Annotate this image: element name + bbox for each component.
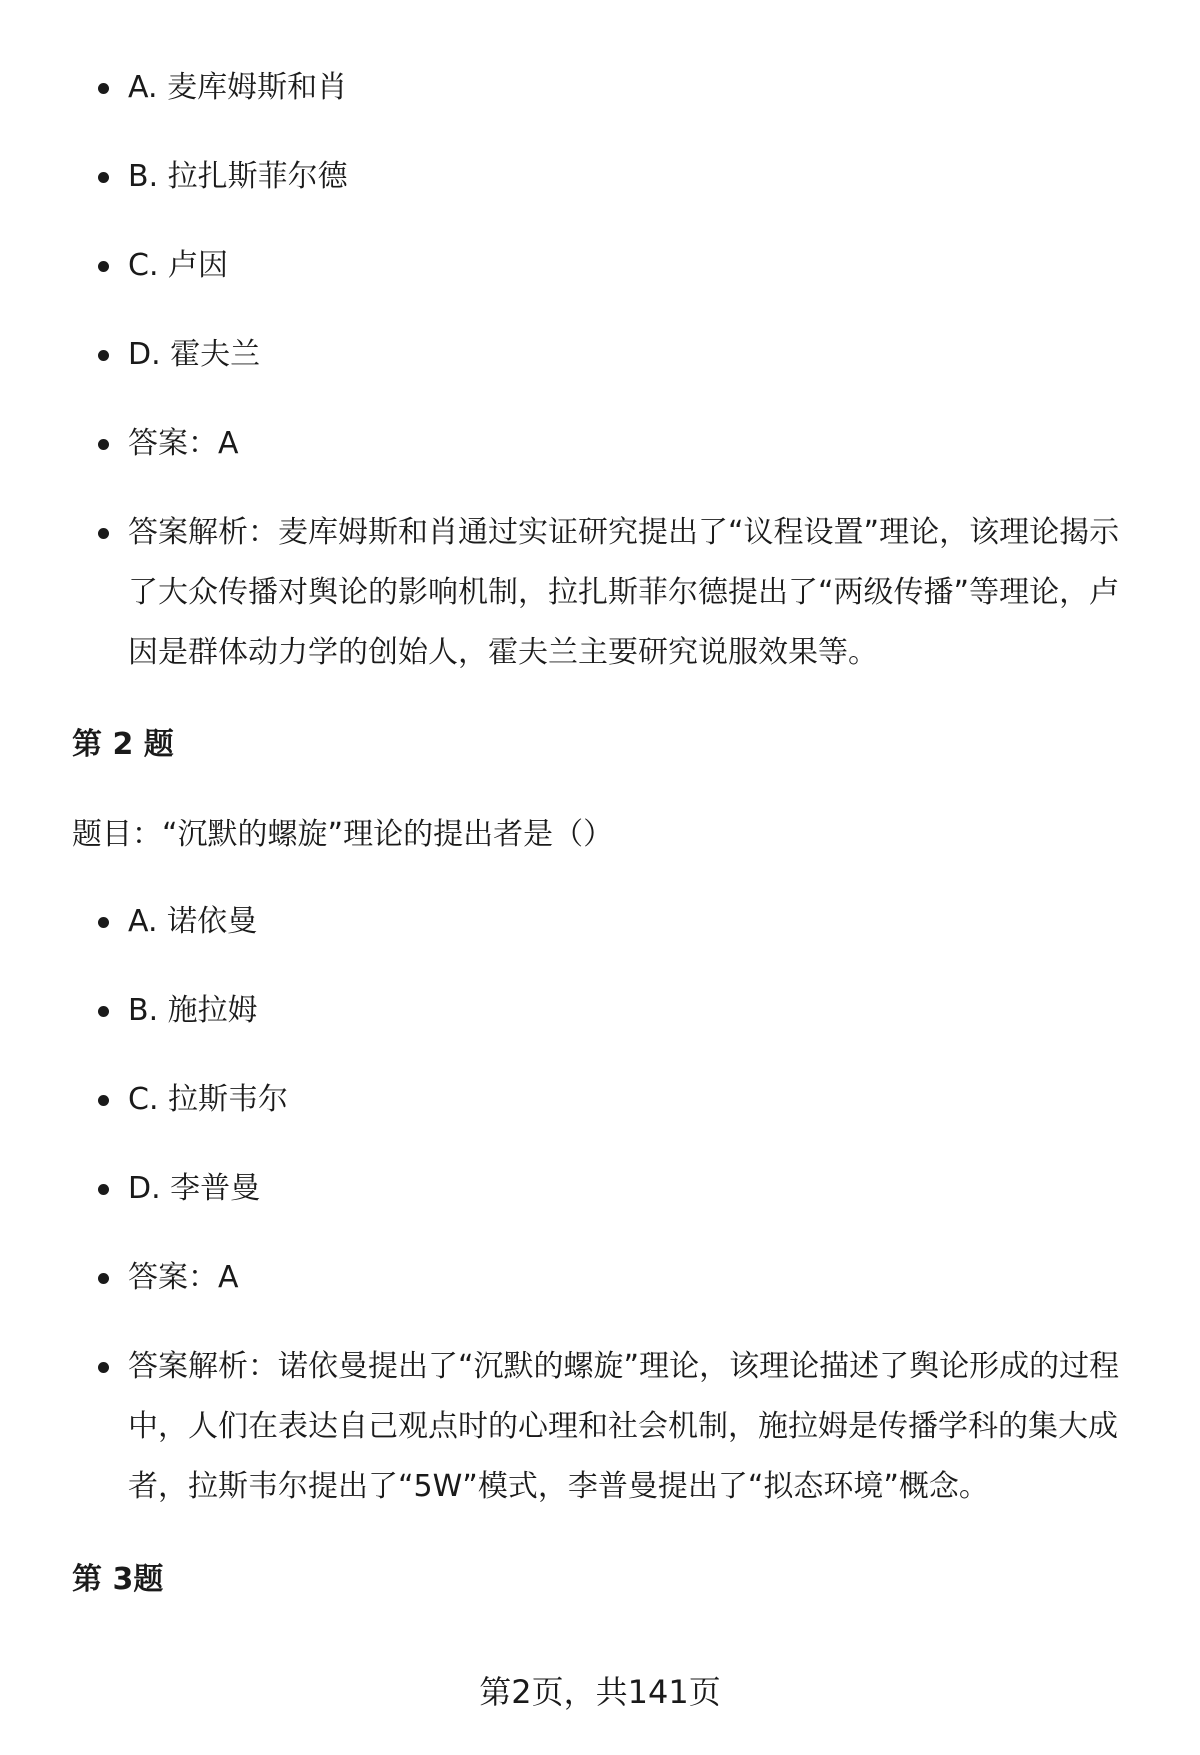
option-text: D. 霍夫兰	[128, 337, 261, 372]
option-text: A. 诺依曼	[128, 904, 258, 939]
option-text: B. 拉扎斯菲尔德	[128, 159, 348, 194]
q1-option-a	[0, 58, 1200, 118]
bullet-icon	[98, 1362, 109, 1373]
q2-option-list	[0, 892, 1200, 1546]
bullet-icon	[98, 917, 109, 928]
bullet-icon	[98, 1006, 109, 1017]
q2-option-c	[0, 1070, 1200, 1130]
bullet-icon	[98, 261, 109, 272]
q1-option-d	[0, 325, 1200, 385]
q1-option-c	[0, 236, 1200, 296]
q1-option-b	[0, 147, 1200, 207]
question-heading: 第 3题	[72, 1562, 164, 1597]
answer-text: 答案：A	[128, 426, 239, 461]
q2-option-d	[0, 1159, 1200, 1219]
bullet-icon	[98, 1095, 109, 1106]
option-text: B. 施拉姆	[128, 993, 258, 1028]
explanation-text: 答案解析：诺依曼提出了“沉默的螺旋”理论，该理论描述了舆论形成的过程中，人们在表达自己观点时的心理和社会机制，施拉姆是传播学科的集大成者，拉斯韦尔提出了“5W”模式，李普曼提出了“拟态环境”概念。	[128, 1349, 1120, 1504]
bullet-icon	[98, 83, 109, 94]
option-text: D. 李普曼	[128, 1171, 261, 1206]
option-text: C. 卢因	[128, 248, 229, 283]
option-text: A. 麦库姆斯和肖	[128, 70, 348, 105]
bullet-icon	[98, 172, 109, 183]
bullet-icon	[98, 1184, 109, 1195]
bullet-icon	[98, 439, 109, 450]
bullet-icon	[98, 1273, 109, 1284]
page-number: 第2页，共141页	[479, 1673, 721, 1711]
option-text: C. 拉斯韦尔	[128, 1082, 289, 1117]
q2-option-a	[0, 892, 1200, 952]
q1-answer	[0, 414, 1200, 474]
q2-explanation	[0, 1337, 1200, 1517]
bullet-icon	[98, 350, 109, 361]
answer-text: 答案：A	[128, 1260, 239, 1295]
question-stem: 题目：“沉默的螺旋”理论的提出者是（）	[72, 817, 614, 852]
q1-explanation	[0, 503, 1200, 683]
q1-option-list	[0, 58, 1200, 712]
explanation-text: 答案解析：麦库姆斯和肖通过实证研究提出了“议程设置”理论，该理论揭示了大众传播对舆论的影响机制，拉扎斯菲尔德提出了“两级传播”等理论，卢因是群体动力学的创始人，霍夫兰主要研究说服效果等。	[128, 515, 1120, 670]
bullet-icon	[98, 528, 109, 539]
question-heading: 第 2 题	[72, 727, 174, 762]
q2-option-b	[0, 981, 1200, 1041]
q2-answer	[0, 1248, 1200, 1308]
